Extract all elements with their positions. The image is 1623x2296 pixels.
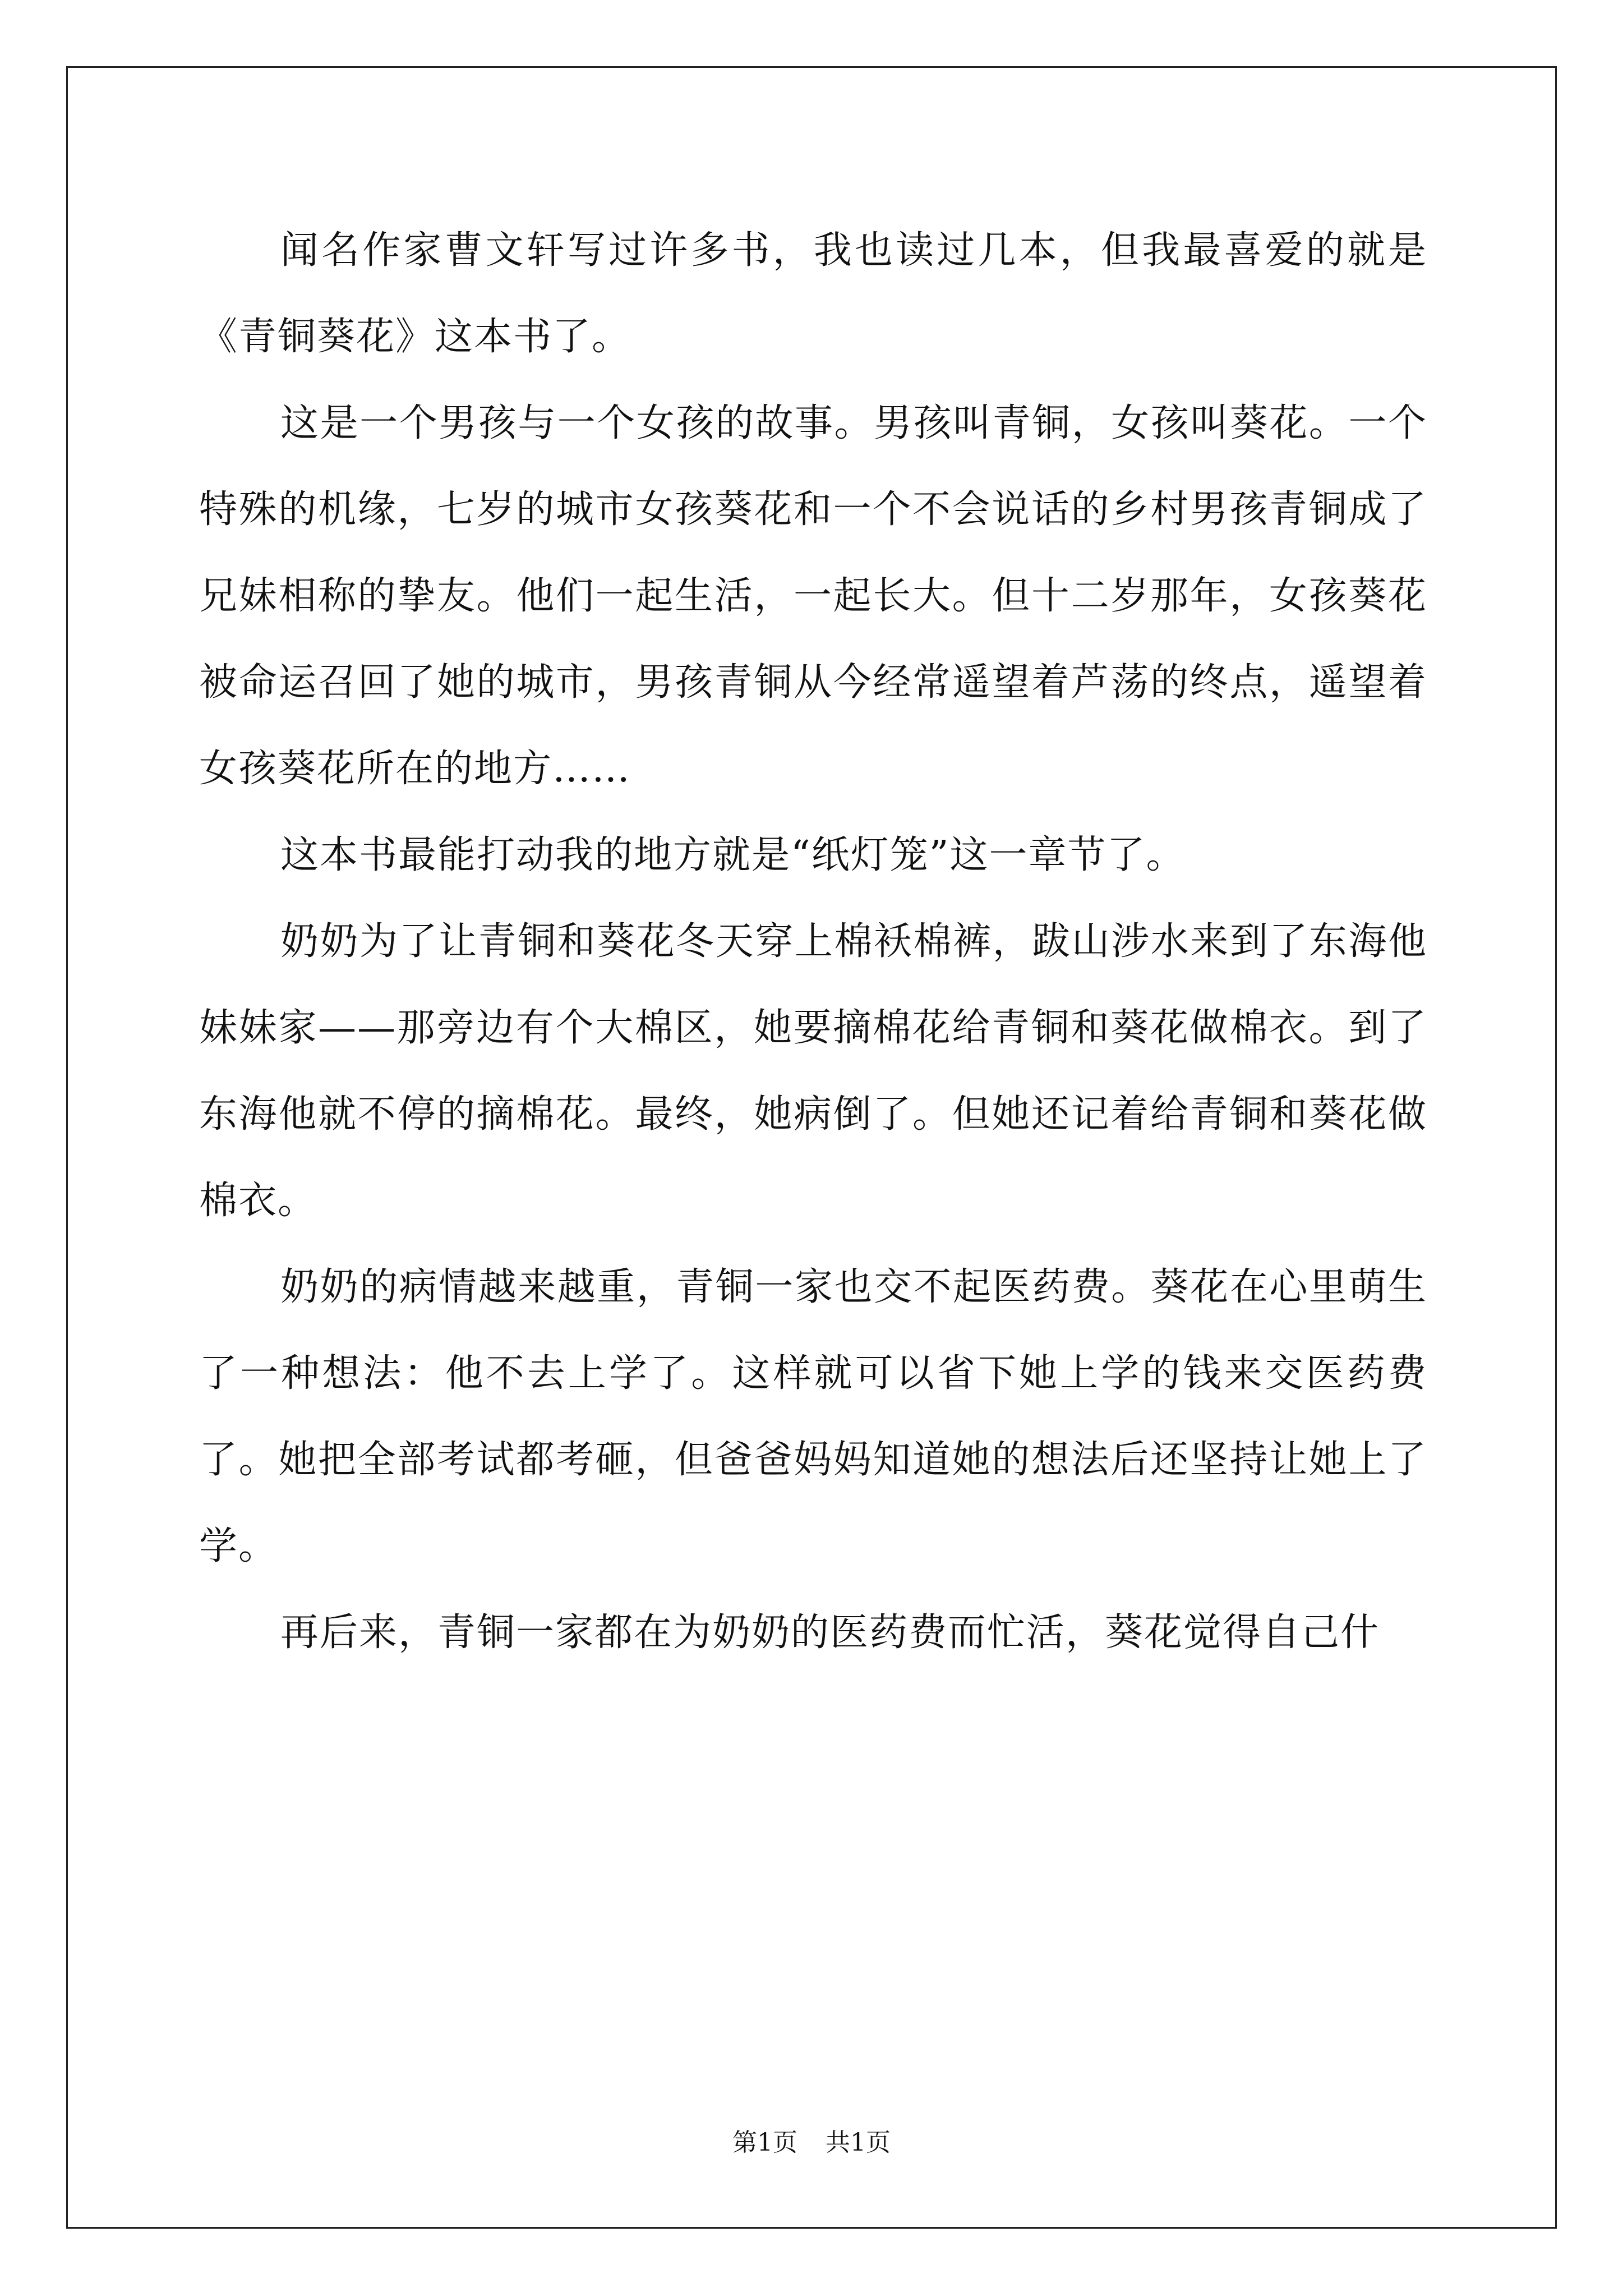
paragraph-4: 奶奶为了让青铜和葵花冬天穿上棉袄棉裤，跋山涉水来到了东海他妹妹家——那旁边有个大棉区，她要摘棉花给青铜和葵花做棉衣。到了东海他就不停的摘棉花。最终，她病倒了。但她还记着给青铜和葵花做棉衣。 [199,919,1427,1223]
paragraph-3: 这本书最能打动我的地方就是“纸灯笼”这一章节了。 [280,833,1186,877]
paragraph-2: 这是一个男孩与一个女孩的故事。男孩叫青铜，女孩叫葵花。一个特殊的机缘，七岁的城市女孩葵花和一个不会说话的乡村男孩青铜成了兄妹相称的挚友。他们一起生活，一起长大。但十二岁那年，女孩葵花被命运召回了她的城市，男孩青铜从今经常遥望着芦荡的终点，遥望着女孩葵花所在的地方…… [199,401,1427,791]
page-total: 共1页 [826,2128,891,2157]
paragraph-5: 奶奶的病情越来越重，青铜一家也交不起医药费。葵花在心里萌生了一种想法：他不去上学了。这样就可以省下她上学的钱来交医药费了。她把全部考试都考砸，但爸爸妈妈知道她的想法后还坚持让她上了学。 [199,1265,1427,1568]
paragraph-1: 闻名作家曹文轩写过许多书，我也读过几本，但我最喜爱的就是《青铜葵花》这本书了。 [199,228,1427,359]
page-number: 第1页 [732,2128,797,2157]
paragraph-6: 再后来，青铜一家都在为奶奶的医药费而忙活，葵花觉得自己什 [280,1611,1380,1655]
document-body [199,208,1427,1676]
page-footer [0,2126,1623,2160]
